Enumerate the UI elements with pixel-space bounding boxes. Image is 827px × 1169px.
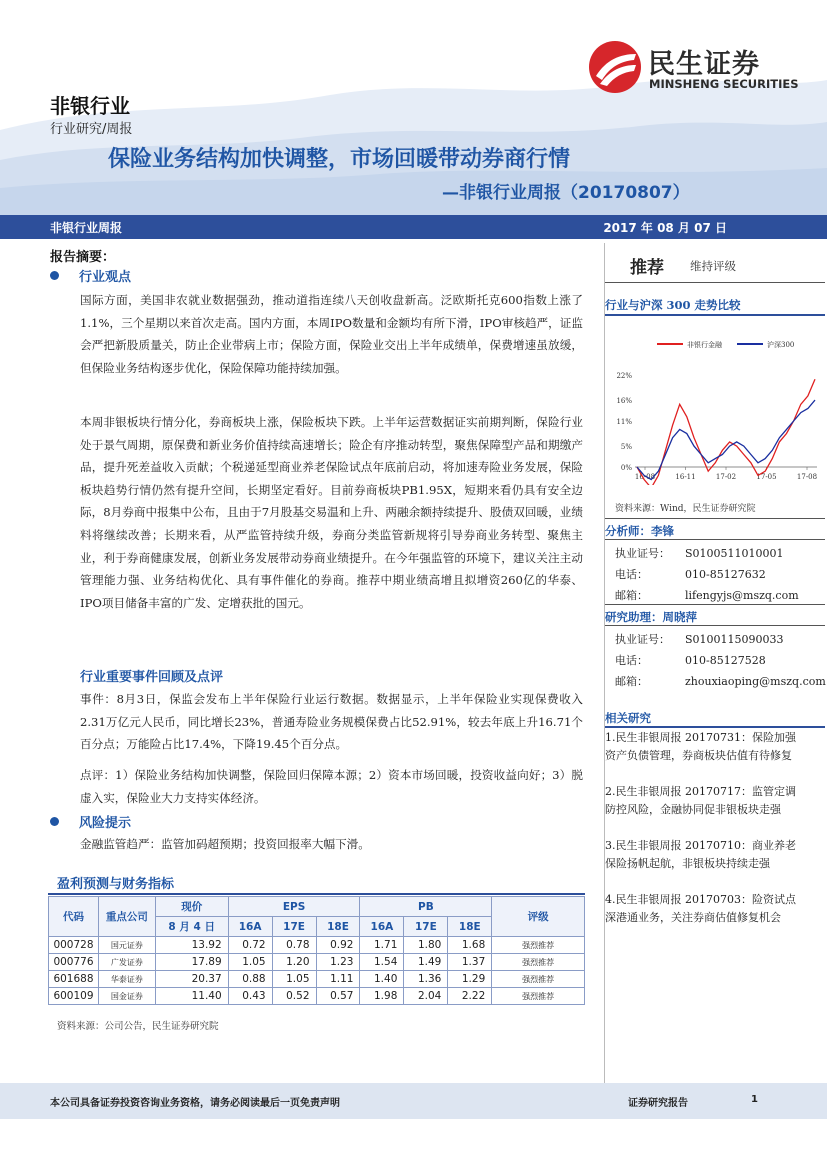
cell-rating: 强烈推荐 (492, 988, 585, 1005)
risk-heading (50, 812, 131, 831)
cell-company: 国元证券 (98, 937, 155, 954)
chart-heading: 行业与沪深 300 走势比较 (605, 298, 741, 312)
rating-rule (605, 282, 825, 283)
page-number: 1 (751, 1094, 758, 1105)
assistant-heading: 研究助理：周晓萍 (605, 610, 697, 624)
cell-price: 20.37 (155, 971, 228, 988)
analyst-email: 邮箱： lifengyjs@mszq.com (615, 589, 799, 602)
cell-company: 国金证券 (98, 988, 155, 1005)
industry-view-paragraph-2: 本周非银板块行情分化，券商板块上涨，保险板块下跌。上半年运营数据证实前期判断，保险行业处于景气周期，原保费和新业务价值持续高速增长；险企有序推动转型，聚焦保障型产品和期缴产品，提升死差益收入贡献；个税递延型商业养老保险试点年底前启动，将加速寿险业务发展，保险板块趋势行情仍然有提升空间，长期坚定看好。目前券商板块PB1.95X，短期来看仍具有安全边际，8月券商中报集中公布，且由于7月股基交易温和上升、两融余额持续提升、股债双回暖，业绩料将继续改善；长期来看，从严监管持续升级，券商分类监管新规将引导券商业务转型、聚焦主业，利于券商健康发展，创新业务发展带动券商业绩提升。在今年强监管的环境下，建议关注主动管理能力强、业务结构优化、具有事件催化的券商。推荐中期业绩高增且拟增资260亿的华泰、IPO项目储备丰富的广发、定增获批的国元。 (80, 415, 583, 610)
cell-pb16: 1.40 (360, 971, 404, 988)
header-year: 18E (448, 917, 492, 937)
trend-chart (605, 330, 825, 485)
cell-pb16: 1.54 (360, 954, 404, 971)
header-pb: PB (360, 897, 492, 917)
analyst-rule (605, 539, 825, 540)
events-heading: 行业重要事件回顾及点评 (80, 670, 224, 685)
header-year: 16A (360, 917, 404, 937)
events-paragraph: 事件：8月3日，保监会发布上半年保险行业运行数据。数据显示，上半年保险业实现保费收入2.31万亿元人民币，同比增长23%，普通寿险业务规模保费占比52.91%，较去年底上升16.71个百分点；万能险占比17.4%，下降19.45个百分点。 (80, 692, 583, 752)
cell-pb16: 1.98 (360, 988, 404, 1005)
assistant-email: 邮箱： zhouxiaoping@mszq.com (615, 675, 826, 688)
cell-rating: 强烈推荐 (492, 954, 585, 971)
table-source: 资料来源：公司公告，民生证券研究院 (57, 1021, 219, 1032)
cell-eps16: 1.05 (228, 954, 272, 971)
related-rule (605, 726, 825, 728)
related-heading: 相关研究 (605, 711, 651, 725)
table-row (49, 988, 585, 1005)
industry-view-paragraph-1: 国际方面，美国非农就业数据强劲，推动道指连续八天创收盘新高。泛欧斯托克600指数上涨了1.1%，三个星期以来首次走高。国内方面，本周IPO数量和金额均有所下滑，IPO审核趋严，证监会严把新股质量关，防止企业带病上市；保险方面，保险业交出上半年成绩单，保费增速虽放缓，但保险业务结构逐步优化，保险保障功能持续加强。 (80, 293, 583, 375)
header-year: 18E (316, 917, 360, 937)
cell-eps17: 0.78 (272, 937, 316, 954)
table-title: 盈利预测与财务指标 (57, 877, 175, 892)
cell-pb18: 2.22 (448, 988, 492, 1005)
cell-rating: 强烈推荐 (492, 937, 585, 954)
cell-eps17: 1.20 (272, 954, 316, 971)
cell-pb17: 1.80 (404, 937, 448, 954)
related-item: 1.民生非银周报 20170731：保险加强资产负债管理，券商板块估值有待修复 (605, 731, 796, 762)
cell-eps18: 1.23 (316, 954, 360, 971)
cell-pb17: 1.36 (404, 971, 448, 988)
risk-text: 金融监管趋严：监管加码超预期；投资回报率大幅下滑。 (80, 837, 370, 851)
cell-eps16: 0.43 (228, 988, 272, 1005)
y-tick-label: 16% (616, 397, 632, 406)
cell-pb18: 1.37 (448, 954, 492, 971)
cell-company: 广发证券 (98, 954, 155, 971)
table-row (49, 954, 585, 971)
related-item: 2.民生非银周报 20170717：监管定调防控风险，金融协同促非银板块走强 (605, 785, 796, 816)
minsheng-logo-icon (588, 40, 642, 94)
cell-eps18: 0.92 (316, 937, 360, 954)
analyst-phone: 电话： 010-85127632 (615, 568, 766, 581)
cell-pb16: 1.71 (360, 937, 404, 954)
footer-label: 证券研究报告 (628, 1098, 688, 1109)
cell-eps16: 0.88 (228, 971, 272, 988)
assistant-cert: 执业证号： S0100115090033 (615, 633, 784, 646)
header-year: 16A (228, 917, 272, 937)
header-rating: 评级 (492, 897, 585, 937)
header-price-date: 8 月 4 日 (155, 917, 228, 937)
report-title: 保险业务结构加快调整，市场回暖带动券商行情 (108, 147, 571, 172)
table-header-row (49, 897, 585, 917)
industry-label: 非银行业 (50, 94, 130, 118)
chart-heading-rule (605, 314, 825, 316)
cell-pb18: 1.29 (448, 971, 492, 988)
bar-date: 2017 年 08 月 07 日 (603, 221, 727, 235)
assistant-rule (605, 625, 825, 626)
y-tick-label: 11% (616, 418, 632, 426)
cell-eps18: 1.11 (316, 971, 360, 988)
assistant-phone: 电话： 010-85127528 (615, 654, 766, 667)
table-row (49, 971, 585, 988)
financial-table (48, 896, 585, 1005)
analyst-cert: 执业证号： S0100511010001 (615, 547, 784, 560)
cell-eps16: 0.72 (228, 937, 272, 954)
related-item: 3.民生非银周报 20170710：商业养老保险扬帆起航，非银板块持续走强 (605, 839, 796, 870)
chart-source: 资料来源：Wind，民生证券研究院 (615, 504, 756, 514)
cell-code: 601688 (49, 971, 99, 988)
cell-price: 11.40 (155, 988, 228, 1005)
events-comment: 点评：1）保险业务结构加快调整，保险回归保障本源；2）资本市场回暖，投资收益向好；3）脱虚入实，保险业大力支持实体经济。 (80, 768, 583, 805)
header-company: 重点公司 (98, 897, 155, 937)
header-eps: EPS (228, 897, 360, 917)
analyst-rule-top (605, 518, 825, 519)
cell-eps18: 0.57 (316, 988, 360, 1005)
report-type: 行业研究/周报 (50, 122, 133, 137)
cell-eps17: 1.05 (272, 971, 316, 988)
page-footer (0, 1083, 827, 1119)
minsheng-logo (588, 40, 799, 96)
table-title-rule (48, 893, 585, 895)
cell-rating: 强烈推荐 (492, 971, 585, 988)
y-tick-label: 0% (620, 464, 632, 472)
x-tick-label: 17-05 (756, 473, 777, 481)
report-info-bar (0, 215, 827, 239)
header-year: 17E (272, 917, 316, 937)
cell-pb17: 2.04 (404, 988, 448, 1005)
bar-report-name: 非银行业周报 (50, 221, 123, 235)
x-tick-label: 17-02 (715, 473, 737, 481)
legend-label: 非银行金融 (687, 341, 722, 349)
logo-chinese-name: 民生证券 (648, 49, 760, 80)
header-price: 现价 (155, 897, 228, 917)
header-year: 17E (404, 917, 448, 937)
risk-label: 风险提示 (79, 816, 132, 831)
cell-price: 17.89 (155, 954, 228, 971)
rating: 推荐 (630, 258, 664, 278)
assistant-rule-top (605, 604, 825, 605)
rating-note: 维持评级 (690, 259, 736, 273)
summary-heading: 报告摘要： (50, 250, 116, 265)
x-tick-label: 17-08 (796, 473, 818, 481)
logo-english-name: MINSHENG SECURITIES (649, 77, 799, 91)
cell-price: 13.92 (155, 937, 228, 954)
industry-view-heading (50, 266, 131, 285)
cell-eps17: 0.52 (272, 988, 316, 1005)
cell-pb17: 1.49 (404, 954, 448, 971)
x-tick-label: 16-11 (675, 473, 696, 481)
table-row (49, 937, 585, 954)
cell-code: 600109 (49, 988, 99, 1005)
analyst-heading: 分析师：李锋 (605, 524, 674, 538)
header-code: 代码 (49, 897, 99, 937)
footer-disclaimer: 本公司具备证券投资咨询业务资格，请务必阅读最后一页免责声明 (50, 1098, 340, 1109)
bullet-icon (50, 271, 59, 280)
report-header (0, 0, 827, 215)
y-tick-label: 5% (620, 443, 632, 452)
x-tick-label: 16-08 (634, 473, 656, 481)
cell-code: 000728 (49, 937, 99, 954)
legend-label: 沪深300 (767, 341, 795, 349)
report-subtitle: —非银行业周报（20170807） (442, 183, 690, 203)
related-item: 4.民生非银周报 20170703：险资试点深港通业务，关注券商估值修复机会 (605, 893, 796, 924)
cell-company: 华泰证券 (98, 971, 155, 988)
cell-code: 000776 (49, 954, 99, 971)
cell-pb18: 1.68 (448, 937, 492, 954)
y-tick-label: 22% (616, 372, 632, 380)
industry-view-label: 行业观点 (79, 270, 132, 285)
bullet-icon (50, 817, 59, 826)
